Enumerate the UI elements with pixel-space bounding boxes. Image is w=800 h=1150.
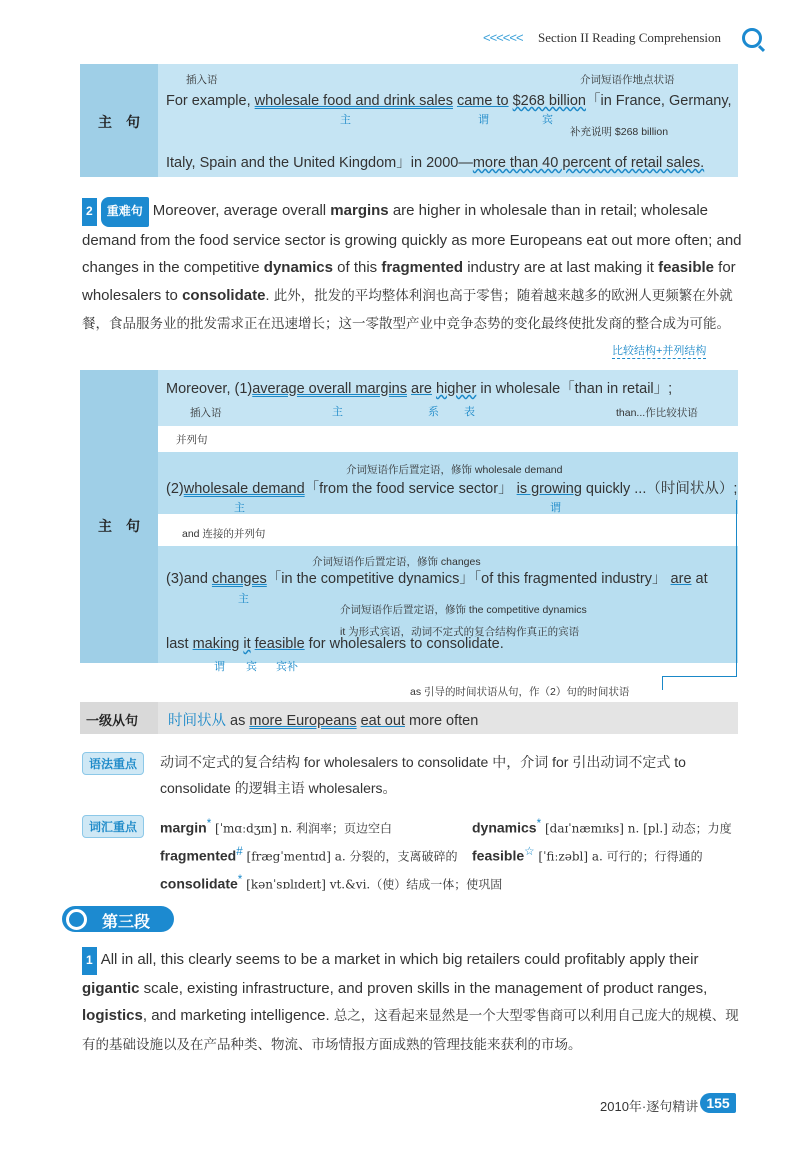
vocab-word: dynamics bbox=[472, 819, 537, 836]
footer-text: 2010年·逐句精讲 bbox=[600, 1099, 699, 1114]
line1-verb: came to bbox=[456, 93, 509, 109]
s1-rest: in wholesale「than in retail」; bbox=[476, 381, 673, 397]
line2-appositive: more than 40 percent of retail sales. bbox=[472, 155, 705, 171]
vocab-word: consolidate bbox=[160, 875, 238, 892]
box2-s3-line2 bbox=[166, 636, 504, 652]
vocab-star: * bbox=[237, 873, 243, 886]
s1-predicative: higher bbox=[436, 381, 477, 397]
s1-tag-subject: 主 bbox=[332, 406, 343, 418]
vocab-badge: 词汇重点 bbox=[82, 815, 144, 838]
box3-subject: more Europeans bbox=[249, 713, 357, 729]
vocab-item bbox=[160, 811, 392, 842]
s3-pre: (3)and bbox=[166, 571, 212, 587]
section-title-text: 第三段 bbox=[102, 914, 151, 931]
vocab-item bbox=[160, 867, 502, 898]
s3-line2-pre: last bbox=[166, 636, 193, 652]
s1-anno-right: than...作比较状语 bbox=[616, 407, 698, 419]
vocab-word: feasible bbox=[472, 847, 525, 864]
vocab-def: [ˈfiːzəbl] a. 可行的；行得通的 bbox=[534, 849, 703, 864]
s3-line2-rest: for wholesalers to consolidate. bbox=[304, 636, 504, 652]
para3-text-b: scale, existing infrastructure, and proven skills in the management of product ranges, bbox=[139, 979, 708, 997]
line2-lead: Italy, Spain and the United Kingdom」in 2000— bbox=[166, 155, 473, 171]
para2-translation: 此外，批发的平均整体利润也高于零售；随着越来越多的欧洲人更频繁在外就餐，食品服务业的批发需求正在迅速增长；这一零散型产业中竞争态势的变化最终使批发商的整合成为可能。 bbox=[82, 287, 733, 332]
s1-tag-pred: 表 bbox=[464, 406, 475, 418]
s3-object: it bbox=[243, 636, 251, 652]
para2-text-c: of this bbox=[332, 259, 382, 276]
para2-number: 2 bbox=[82, 198, 97, 226]
conj-1: 并列句 bbox=[176, 434, 208, 446]
para2-text-a: Moreover, average overall bbox=[152, 202, 331, 219]
box1-line2 bbox=[166, 151, 704, 172]
box2-s2-line bbox=[166, 477, 737, 498]
paragraph-3 bbox=[82, 946, 742, 1059]
box2-s3-line1 bbox=[166, 567, 708, 588]
vocab-word: margin bbox=[160, 819, 207, 836]
para3-keyword: logistics bbox=[82, 1007, 143, 1024]
para3-keyword: gigantic bbox=[82, 979, 140, 997]
vocab-word: fragmented bbox=[160, 847, 237, 864]
para2-keyword: margins bbox=[330, 202, 389, 219]
s3-tag-subject: 主 bbox=[238, 593, 249, 605]
para2-keyword: dynamics bbox=[263, 259, 333, 276]
para3-text-a: All in all, this clearly seems to be a market in which big retailers could profitably apply their bbox=[100, 951, 699, 968]
para2-badge: 重难句 bbox=[101, 197, 149, 227]
vocab-item bbox=[160, 839, 457, 870]
box3-text-a: as bbox=[226, 713, 250, 729]
box2-s1-line bbox=[166, 377, 672, 398]
connector-drop bbox=[662, 676, 663, 690]
line1-object: $268 billion bbox=[512, 93, 586, 109]
para3-translation: 总之，这看起来显然是一个大型零售商可以利用自己庞大的规模、现有的基础设施以及在产品种类、物流、市场情报方面成熟的管理技能来获利的市场。 bbox=[82, 1008, 739, 1053]
box1-line1 bbox=[166, 89, 732, 110]
box1-anno-left: 插入语 bbox=[186, 74, 218, 86]
box1-tag-object: 宾 bbox=[542, 114, 553, 126]
as-clause-note: as 引导的时间状语从句，作（2）句的时间状语 bbox=[410, 686, 630, 698]
s1-subject: average overall margins bbox=[252, 381, 407, 397]
s2-pre: (2) bbox=[166, 481, 184, 497]
s1-verb: are bbox=[411, 381, 432, 397]
s3-tag-complement: 宾补 bbox=[276, 661, 298, 673]
s1-tag-verb: 系 bbox=[428, 406, 439, 418]
s3-verb: are bbox=[670, 571, 692, 587]
box1-tag-subject: 主 bbox=[340, 114, 351, 126]
s2-tag-subject: 主 bbox=[234, 502, 245, 514]
box3-label: 一级从句 bbox=[86, 713, 139, 728]
para2-text-f: . bbox=[265, 286, 274, 304]
page-number: 155 bbox=[700, 1093, 736, 1113]
s3-tag-verb: 谓 bbox=[214, 661, 225, 673]
para2-text-e: for wholesalers to bbox=[82, 259, 736, 304]
s1-pre: Moreover, (1) bbox=[166, 381, 253, 397]
para2-keyword: feasible bbox=[658, 259, 714, 276]
magnifier-icon bbox=[66, 909, 87, 930]
para2-text-b: are higher in wholesale than in retail; wholesale demand from the food service sector is growing quickly as more Europeans eat out more often; and changes in the competitive bbox=[82, 202, 742, 276]
vocab-star: # bbox=[236, 845, 243, 858]
s3-mid: 「in the competitive dynamics」「of this fragmented industry」 bbox=[266, 571, 667, 587]
para3-number: 1 bbox=[82, 947, 97, 975]
s3-end: at bbox=[691, 571, 708, 587]
box2-label: 主 句 bbox=[98, 518, 140, 534]
box1-label: 主 句 bbox=[98, 114, 140, 130]
line1-lead: For example, bbox=[166, 93, 255, 109]
s3-anno-3: it 为形式宾语，动词不定式的复合结构作真正的宾语 bbox=[340, 626, 580, 638]
magnifier-icon bbox=[742, 28, 762, 48]
s3-subject: changes bbox=[211, 571, 267, 587]
box3-tag: 时间状从 bbox=[168, 713, 226, 729]
header-arrows: <<<<<< bbox=[483, 30, 523, 45]
s3-anno-1: 介词短语作后置定语，修饰 changes bbox=[312, 556, 481, 568]
s2-verb: is growing bbox=[516, 481, 582, 497]
connector-horizontal bbox=[662, 676, 737, 677]
conj-2: and 连接的并列句 bbox=[182, 528, 266, 540]
box3-verb: eat out bbox=[360, 713, 405, 729]
para2-text-d: industry are at last making it bbox=[463, 259, 659, 276]
box3-line bbox=[168, 709, 478, 730]
para3-text-c: , and marketing intelligence. bbox=[142, 1007, 334, 1024]
s1-anno-left: 插入语 bbox=[190, 407, 222, 419]
box1-anno-right: 介词短语作地点状语 bbox=[580, 74, 675, 86]
para2-structure-note: 比较结构+并列结构 bbox=[612, 342, 706, 359]
vocab-item bbox=[472, 839, 703, 870]
vocab-def: [kənˈsɒlɪdeɪt] vt.&vi.（使）结成一体；使巩固 bbox=[242, 877, 503, 892]
grammar-text: 动词不定式的复合结构 for wholesalers to consolidate 中，介词 for 引出动词不定式 to consolidate 的逻辑主语 wholesalers。 bbox=[160, 754, 686, 796]
para2-keyword: fragmented bbox=[381, 259, 464, 276]
box3-text-b: more often bbox=[404, 713, 479, 729]
vocab-star: ☆ bbox=[524, 845, 535, 858]
s2-rest: quickly ...（时间状从）; bbox=[581, 481, 738, 497]
connector-vertical bbox=[736, 500, 737, 676]
s3-verb2: making bbox=[192, 636, 240, 652]
vocab-item bbox=[472, 811, 732, 842]
vocab-def: [ˈmɑːdʒɪn] n. 利润率；页边空白 bbox=[211, 821, 393, 836]
vocab-star: * bbox=[536, 817, 542, 830]
box1-tag-verb: 谓 bbox=[478, 114, 489, 126]
box1-anno-supplement: 补充说明 $268 billion bbox=[570, 126, 669, 138]
s3-anno-2: 介词短语作后置定语，修饰 the competitive dynamics bbox=[340, 604, 587, 616]
s3-tag-object: 宾 bbox=[246, 661, 257, 673]
line1-rest: 「in France, Germany, bbox=[585, 93, 732, 109]
s2-tag-verb: 谓 bbox=[550, 502, 561, 514]
paragraph-2 bbox=[82, 197, 742, 339]
line1-subject: wholesale food and drink sales bbox=[254, 93, 453, 109]
s3-complement: feasible bbox=[254, 636, 305, 652]
vocab-def: [daɪˈnæmɪks] n. [pl.] 动态；力度 bbox=[541, 821, 732, 836]
s2-subject: wholesale demand bbox=[183, 481, 305, 497]
s2-anno: 介词短语作后置定语，修饰 wholesale demand bbox=[346, 464, 563, 476]
grammar-badge: 语法重点 bbox=[82, 752, 144, 775]
vocab-def: [frægˈmentɪd] a. 分裂的，支离破碎的 bbox=[242, 849, 458, 864]
s2-mid: 「from the food service sector」 bbox=[304, 481, 513, 497]
para2-keyword: consolidate bbox=[182, 286, 266, 304]
vocab-star: * bbox=[206, 817, 212, 830]
header-title: Section II Reading Comprehension bbox=[538, 30, 722, 45]
